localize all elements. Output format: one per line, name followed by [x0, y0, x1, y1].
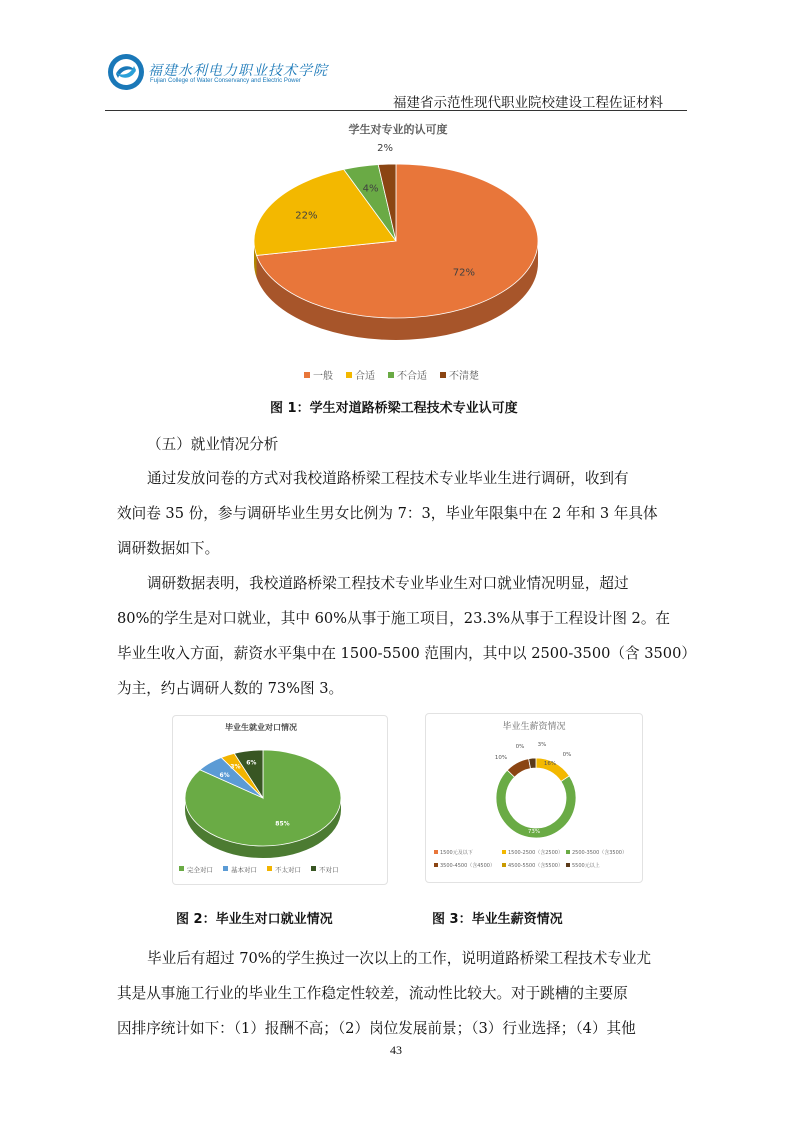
legend-swatch-2 — [346, 372, 352, 378]
header-divider — [105, 110, 687, 111]
legend3-swatch-1 — [434, 850, 438, 854]
legend2-swatch-1 — [179, 866, 184, 871]
legend2-swatch-4 — [311, 866, 316, 871]
para2-line4: 为主，约占调研人数的 73%图 3。 — [117, 680, 344, 697]
legend2-label-1: 完全对口 — [187, 866, 213, 874]
chart-job-match — [172, 715, 388, 885]
chart1-title: 学生对专业的认可度 — [348, 123, 448, 136]
document-header-title: 福建省示范性现代职业院校建设工程佐证材料 — [393, 95, 663, 111]
legend3-swatch-5 — [502, 863, 506, 867]
doughnut-label-5: 0% — [562, 752, 572, 758]
legend2-label-3: 不太对口 — [275, 866, 301, 874]
legend3-swatch-4 — [434, 863, 438, 867]
data-label-3: 4% — [362, 183, 379, 195]
para3-line3: 因排序统计如下：（1）报酬不高；（2）岗位发展前景；（3）行业选择；（4）其他 — [117, 1020, 636, 1037]
para2-line3: 毕业生收入方面，薪资水平集中在 1500-5500 范围内，其中以 2500-3500（含 3500） — [117, 645, 696, 662]
doughnut-label-1: 0% — [515, 744, 525, 750]
legend2-swatch-3 — [267, 866, 272, 871]
data-label-3: 3% — [230, 763, 241, 771]
legend3-label-1: 1500元及以下 — [440, 850, 473, 856]
chart2-title: 毕业生就业对口情况 — [225, 723, 297, 732]
doughnut-label-6: 3% — [537, 742, 547, 748]
legend-label-1: 一般 — [313, 371, 333, 382]
doughnut-label-2: 16% — [543, 761, 557, 767]
page-number: 43 — [390, 1043, 402, 1057]
section-heading: （五）就业情况分析 — [147, 436, 279, 453]
figure2-caption: 图 2：毕业生对口就业情况 — [176, 912, 333, 927]
college-logo-emblem — [106, 52, 146, 92]
data-label-2: 6% — [219, 771, 230, 779]
para2-line2: 80%的学生是对口就业，其中 60%从事于施工项目，23.3%从事于工程设计图 2。在 — [117, 610, 671, 627]
doughnut-slice-3 — [496, 770, 576, 838]
legend3-label-4: 3500-4500（含4500） — [440, 863, 495, 869]
legend-swatch-3 — [388, 372, 394, 378]
para1-line1: 通过发放问卷的方式对我校道路桥梁工程技术专业毕业生进行调研，收到有 — [147, 470, 629, 487]
data-label-2: 22% — [295, 210, 318, 222]
legend-swatch-1 — [304, 372, 310, 378]
doughnut-label-3: 73% — [527, 829, 541, 835]
para1-line3: 调研数据如下。 — [117, 540, 220, 557]
doughnut-label-4: 10% — [494, 755, 508, 761]
data-label-4: 2% — [377, 143, 394, 155]
para1-line2: 效问卷 35 份，参与调研毕业生男女比例为 7：3，毕业年限集中在 2 年和 3 年具体 — [117, 505, 658, 522]
data-label-4: 6% — [246, 759, 257, 767]
legend-label-4: 不清楚 — [449, 371, 479, 382]
legend-swatch-4 — [440, 372, 446, 378]
legend3-label-2: 1500-2500（含2500） — [508, 850, 563, 856]
figure3-caption: 图 3：毕业生薪资情况 — [432, 912, 563, 927]
figure1-caption: 图 1：学生对道路桥梁工程技术专业认可度 — [270, 401, 518, 416]
legend3-label-6: 5500元以上 — [572, 863, 600, 869]
legend3-label-3: 2500-3500（含3500） — [572, 850, 627, 856]
college-logo-subtitle: Fujian College of Water Conservancy and Electric Power — [150, 78, 301, 84]
legend2-swatch-2 — [223, 866, 228, 871]
data-label-1: 85% — [275, 820, 290, 828]
legend3-swatch-2 — [502, 850, 506, 854]
legend3-label-5: 4500-5500（含5500） — [508, 863, 563, 869]
legend-label-3: 不合适 — [397, 371, 427, 382]
legend2-label-2: 基本对口 — [231, 866, 257, 874]
chart-student-recognition — [228, 114, 568, 392]
para2-line1: 调研数据表明，我校道路桥梁工程技术专业毕业生对口就业情况明显，超过 — [147, 575, 629, 592]
legend2-label-4: 不对口 — [319, 866, 339, 874]
legend-label-2: 合适 — [355, 371, 375, 382]
chart3-title: 毕业生薪资情况 — [502, 722, 566, 732]
legend3-swatch-6 — [566, 863, 570, 867]
legend3-swatch-3 — [566, 850, 570, 854]
chart-salary — [425, 713, 643, 883]
college-logo-text: 福建水利电力职业技术学院 — [148, 63, 328, 79]
para3-line2: 其是从事施工行业的毕业生工作稳定性较差，流动性比较大。对于跳槽的主要原 — [117, 985, 628, 1002]
data-label-1: 72% — [452, 267, 475, 279]
para3-line1: 毕业后有超过 70%的学生换过一次以上的工作，说明道路桥梁工程技术专业尤 — [147, 950, 652, 967]
